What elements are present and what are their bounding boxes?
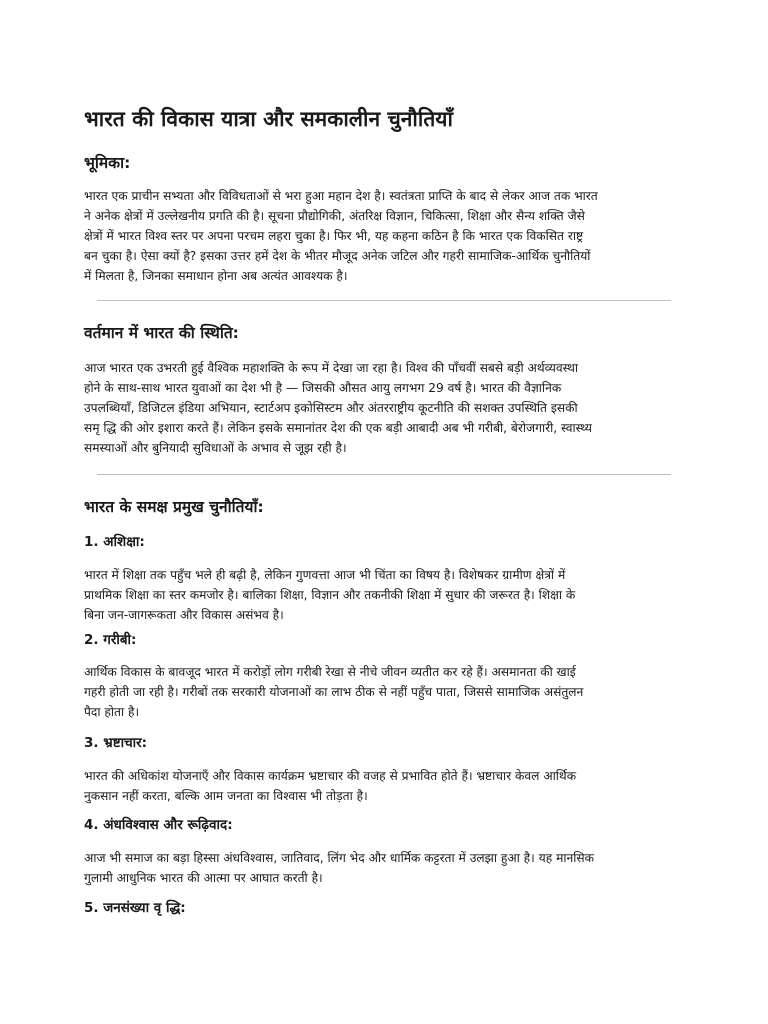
challenge-paragraph <box>84 565 672 625</box>
text-line: भारत में शिक्षा तक पहुँच भले ही बढ़ी है, लेकिन गुणवत्ता आज भी चिंता का विषय है। विशेषकर ग्रामीण क्षेत्रों में <box>84 568 566 582</box>
text-line: समृ द्धि की ओर इशारा करते हैं। लेकिन इसके समानांतर देश की एक बड़ी आबादी अब भी गरीबी, बेरोजगारी, स्वास्थ्य <box>84 421 592 435</box>
text-line: होने के साथ-साथ भारत युवाओं का देश भी है — जिसकी औसत आयु लगभग 29 वर्ष है। भारत की वैज्ञानिक <box>84 381 562 395</box>
text-line: बन चुका है। ऐसा क्यों है? इसका उत्तर हमें देश के भीतर मौजूद अनेक जटिल और गहरी सामाजिक-आर्थिक चुनौतियों <box>84 249 591 263</box>
current-heading: वर्तमान में भारत की स्थिति: <box>84 324 239 342</box>
text-line: समस्याओं और बुनियादी सुविधाओं के अभाव से जूझ रही है। <box>84 441 347 455</box>
text-line: आज भारत एक उभरती हुई वैश्विक महाशक्ति के रूप में देखा जा रहा है। विश्व की पाँचवीं सबसे बड़ी अर्थव्यवस्था <box>84 361 579 375</box>
text-line: में मिलता है, जिनका समाधान होना अब अत्यंत आवश्यक है। <box>84 269 348 283</box>
text-line: आर्थिक विकास के बावजूद भारत में करोड़ों लोग गरीबी रेखा से नीचे जीवन व्यतीत कर रहे हैं। असमानता की खाई <box>84 665 576 679</box>
text-line: बिना जन-जागरूकता और विकास असंभव है। <box>84 608 284 622</box>
challenge-title: 2. गरीबी: <box>84 632 137 648</box>
intro-heading: भूमिका: <box>84 154 131 172</box>
text-line: ने अनेक क्षेत्रों में उल्लेखनीय प्रगति की है। सूचना प्रौद्योगिकी, अंतरिक्ष विज्ञान, चिकित्सा, शिक्षा और सैन्य शक्ति जैसे <box>84 209 585 223</box>
challenges-heading: भारत के समक्ष प्रमुख चुनौतियाँ: <box>84 498 264 516</box>
section-divider <box>97 300 671 301</box>
document-title: भारत की विकास यात्रा और समकालीन चुनौतियाँ <box>84 107 453 131</box>
challenge-paragraph <box>84 848 672 888</box>
challenge-title: 5. जनसंख्या वृ द्धि: <box>84 900 186 916</box>
challenge-paragraph <box>84 766 672 806</box>
challenge-title: 3. भ्रष्टाचार: <box>84 735 148 751</box>
challenge-title: 1. अशिक्षा: <box>84 534 145 550</box>
text-line: पैदा होता है। <box>84 705 140 719</box>
text-line: उपलब्धियाँ, डिजिटल इंडिया अभियान, स्टार्टअप इकोसिस्टम और अंतरराष्ट्रीय कूटनीति की सशक्त उपस्थिति इसकी <box>84 401 578 415</box>
challenge-paragraph <box>84 662 672 722</box>
text-line: भारत की अधिकांश योजनाएँ और विकास कार्यक्रम भ्रष्टाचार की वजह से प्रभावित होते हैं। भ्रष्टाचार केवल आर्थिक <box>84 769 577 783</box>
text-line: क्षेत्रों में भारत विश्व स्तर पर अपना परचम लहरा चुका है। फिर भी, यह कहना कठिन है कि भारत एक विकसित राष्ट्र <box>84 229 584 243</box>
text-line: प्राथमिक शिक्षा का स्तर कमजोर है। बालिका शिक्षा, विज्ञान और तकनीकी शिक्षा में सुधार की जरूरत है। शिक्षा के <box>84 588 576 602</box>
text-line: भारत एक प्राचीन सभ्यता और विविधताओं से भरा हुआ महान देश है। स्वतंत्रता प्राप्ति के बाद से लेकर आज तक भारत <box>84 189 598 203</box>
text-line: गहरी होती जा रही है। गरीबों तक सरकारी योजनाओं का लाभ ठीक से नहीं पहुँच पाता, जिससे सामाजिक असंतुलन <box>84 685 584 699</box>
intro-paragraph <box>84 186 672 286</box>
text-line: आज भी समाज का बड़ा हिस्सा अंधविश्वास, जातिवाद, लिंग भेद और धार्मिक कट्टरता में उलझा हुआ है। यह मानसिक <box>84 851 595 865</box>
current-paragraph <box>84 358 672 458</box>
text-line: नुकसान नहीं करता, बल्कि आम जनता का विश्वास भी तोड़ता है। <box>84 789 368 803</box>
text-line: गुलामी आधुनिक भारत की आत्मा पर आघात करती है। <box>84 871 323 885</box>
challenge-title: 4. अंधविश्वास और रूढ़िवाद: <box>84 817 233 833</box>
section-divider <box>97 474 671 475</box>
